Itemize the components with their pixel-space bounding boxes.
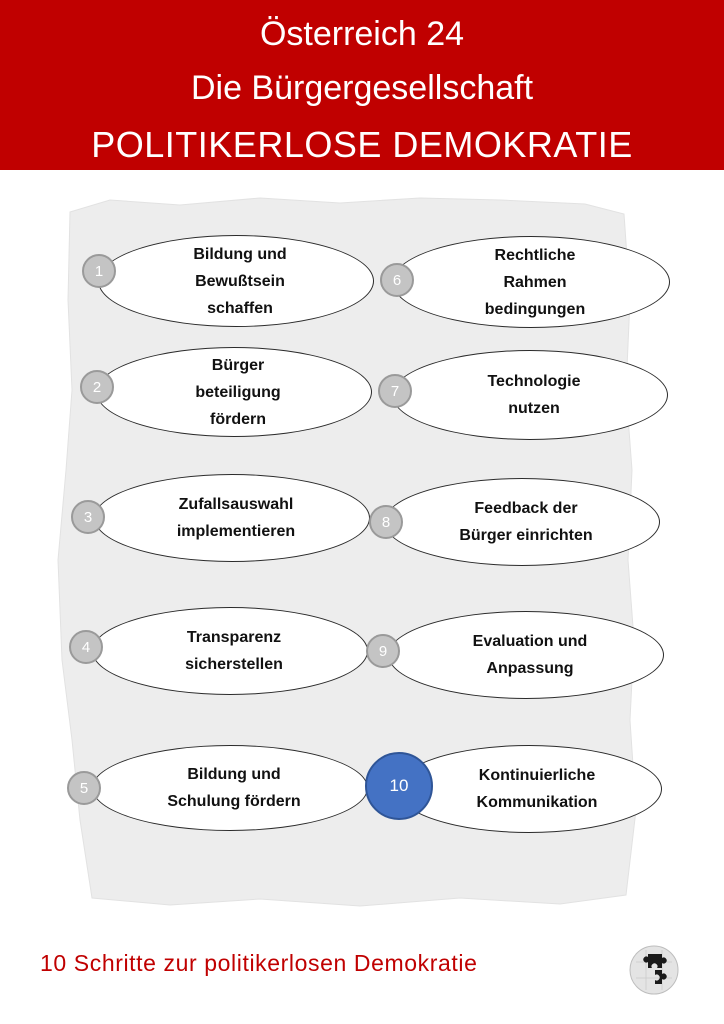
step-5 — [92, 745, 368, 831]
step-6 — [392, 236, 670, 328]
step-4-label: Transparenz sicherstellen — [185, 629, 283, 673]
step-10 — [396, 745, 662, 833]
step-4 — [92, 607, 368, 695]
step-2-number: 2 — [80, 370, 114, 404]
step-7-number: 7 — [378, 374, 412, 408]
step-5-label: Bildung und Schulung fördern — [167, 766, 301, 810]
step-6-number: 6 — [380, 263, 414, 297]
step-6-label: Rechtliche Rahmen bedingungen — [484, 246, 586, 318]
step-7-label: Technologie nutzen — [487, 373, 581, 417]
step-3-number: 3 — [71, 500, 105, 534]
step-9-number: 9 — [366, 634, 400, 668]
step-8 — [384, 478, 660, 566]
step-5-number: 5 — [67, 771, 101, 805]
puzzle-globe-icon — [628, 944, 680, 996]
step-9-label: Evaluation und Anpassung — [472, 633, 588, 677]
step-2 — [96, 347, 372, 437]
step-10-number: 10 — [365, 752, 433, 820]
step-2-label: Bürger beteiligung fördern — [195, 356, 281, 428]
step-3-label: Zufallsauswahl implementieren — [176, 496, 296, 540]
step-1 — [98, 235, 374, 327]
step-10-label: Kontinuierliche Kommunikation — [476, 767, 598, 811]
step-4-number: 4 — [69, 630, 103, 664]
step-1-label: Bildung und Bewußtsein schaffen — [193, 245, 287, 317]
header-title: Österreich 24 — [259, 15, 465, 53]
step-3 — [94, 474, 370, 562]
step-9 — [388, 611, 664, 699]
step-8-label: Feedback der Bürger einrichten — [459, 500, 593, 544]
footer-caption: 10 Schritte zur politikerlosen Demokratie — [40, 950, 478, 976]
step-7 — [392, 350, 668, 440]
header-headline: POLITIKERLOSE DEMOKRATIE — [91, 124, 633, 165]
header-subtitle: Die Bürgergesellschaft — [190, 69, 534, 107]
step-8-number: 8 — [369, 505, 403, 539]
step-1-number: 1 — [82, 254, 116, 288]
